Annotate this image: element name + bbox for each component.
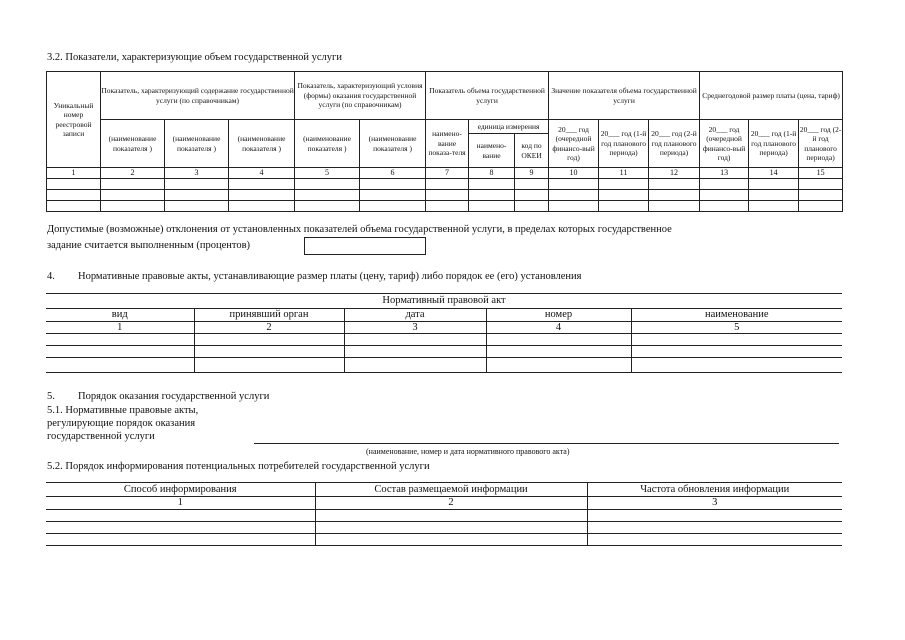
section-5-number: 5.	[47, 391, 55, 402]
section-5-2-title: 5.2. Порядок информирования потенциальных потребителей государственной услуги	[47, 461, 430, 472]
column-number: 6	[360, 168, 426, 179]
column-number: 3	[165, 168, 229, 179]
table-row	[46, 346, 842, 358]
column-number: 11	[599, 168, 649, 179]
column-number: 10	[549, 168, 599, 179]
header-indicator-name: (наименование показателя )	[360, 120, 426, 168]
table-row	[47, 190, 843, 201]
header-year: 20___ год (2-й год планового периода)	[799, 120, 843, 168]
header-indicator-name: (наименование показателя )	[101, 120, 165, 168]
informing-table	[46, 482, 842, 546]
column-number: 15	[799, 168, 843, 179]
table-row	[46, 521, 842, 533]
column-number: 9	[515, 168, 549, 179]
column-header: наименование	[631, 309, 842, 322]
section-4-number: 4.	[47, 271, 55, 282]
column-header: номер	[486, 309, 631, 322]
section-5-1-line: регулирующие порядок оказания	[47, 418, 196, 429]
table-row	[46, 358, 842, 373]
column-number: 13	[700, 168, 749, 179]
normative-acts-table	[46, 293, 842, 373]
column-number: 1	[47, 168, 101, 179]
column-header: Состав размещаемой информации	[315, 483, 587, 497]
table-row	[46, 509, 842, 521]
table-row	[46, 533, 842, 545]
deviation-text: Допустимые (возможные) отклонения от установленных показателей объема государственной услуги, в пределах которых государственное	[47, 224, 672, 235]
column-header: Способ информирования	[46, 483, 315, 497]
table-row	[47, 201, 843, 212]
deviation-text: задание считается выполненным (процентов)	[47, 240, 251, 251]
header-unit-name: наимено-вание	[469, 134, 515, 168]
header-okei: код по ОКЕИ	[515, 134, 549, 168]
column-number: 5	[631, 321, 842, 334]
column-number: 1	[46, 497, 315, 510]
column-number: 3	[344, 321, 486, 334]
column-number: 2	[315, 497, 587, 510]
section-5-title: Порядок оказания государственной услуги	[78, 391, 270, 402]
column-number: 12	[649, 168, 700, 179]
header-year: 20___ год (очередной финансо-вый год)	[549, 120, 599, 168]
column-number: 4	[486, 321, 631, 334]
header-volume-indicator-name: наимено-вание показа-теля	[426, 120, 469, 168]
header-year: 20___ год (2-й год планового периода)	[649, 120, 700, 168]
normative-act-header: Нормативный правовой акт	[46, 294, 842, 309]
column-header: принявший орган	[194, 309, 344, 322]
header-conditions-indicator: Показатель, характеризующий условия (формы) оказания государственной услуги (по справочникам)	[295, 72, 426, 120]
volume-indicators-table	[46, 71, 843, 212]
column-number: 4	[229, 168, 295, 179]
section-5-1-line: 5.1. Нормативные правовые акты,	[47, 405, 199, 416]
header-average-fee: Среднегодовой размер платы (цена, тариф)	[700, 72, 843, 120]
column-header: дата	[344, 309, 486, 322]
header-unique-number: Уникальный номер реестровой записи	[47, 72, 101, 168]
header-content-indicator: Показатель, характеризующий содержание государственной услуги (по справочникам)	[101, 72, 295, 120]
column-header: вид	[46, 309, 194, 322]
table-row	[46, 334, 842, 346]
column-number: 8	[469, 168, 515, 179]
column-header: Частота обновления информации	[587, 483, 842, 497]
header-year: 20___ год (1-й год планового периода)	[599, 120, 649, 168]
table-row	[47, 179, 843, 190]
header-indicator-name: (наименование показателя )	[229, 120, 295, 168]
section-3-2-title: 3.2. Показатели, характеризующие объем государственной услуги	[47, 52, 342, 63]
column-number: 5	[295, 168, 360, 179]
section-5-1-line: государственной услуги	[47, 431, 155, 442]
normative-act-input-line[interactable]	[254, 443, 839, 444]
column-number: 2	[194, 321, 344, 334]
header-indicator-name: (наименование показателя )	[295, 120, 360, 168]
column-number: 1	[46, 321, 194, 334]
header-unit: единица измерения	[469, 120, 549, 134]
deviation-percent-field[interactable]	[304, 237, 426, 255]
column-number: 3	[587, 497, 842, 510]
column-number: 14	[749, 168, 799, 179]
header-volume-indicator: Показатель объема государственной услуги	[426, 72, 549, 120]
header-year: 20___ год (очередной финансо-вый год)	[700, 120, 749, 168]
normative-act-caption: (наименование, номер и дата нормативного правового акта)	[366, 447, 570, 456]
column-number: 2	[101, 168, 165, 179]
header-indicator-name: (наименование показателя )	[165, 120, 229, 168]
header-volume-value: Значение показателя объема государственной услуги	[549, 72, 700, 120]
header-year: 20___ год (1-й год планового периода)	[749, 120, 799, 168]
column-number: 7	[426, 168, 469, 179]
section-4-title: Нормативные правовые акты, устанавливающие размер платы (цену, тариф) либо порядок ее (его) установления	[78, 271, 582, 282]
